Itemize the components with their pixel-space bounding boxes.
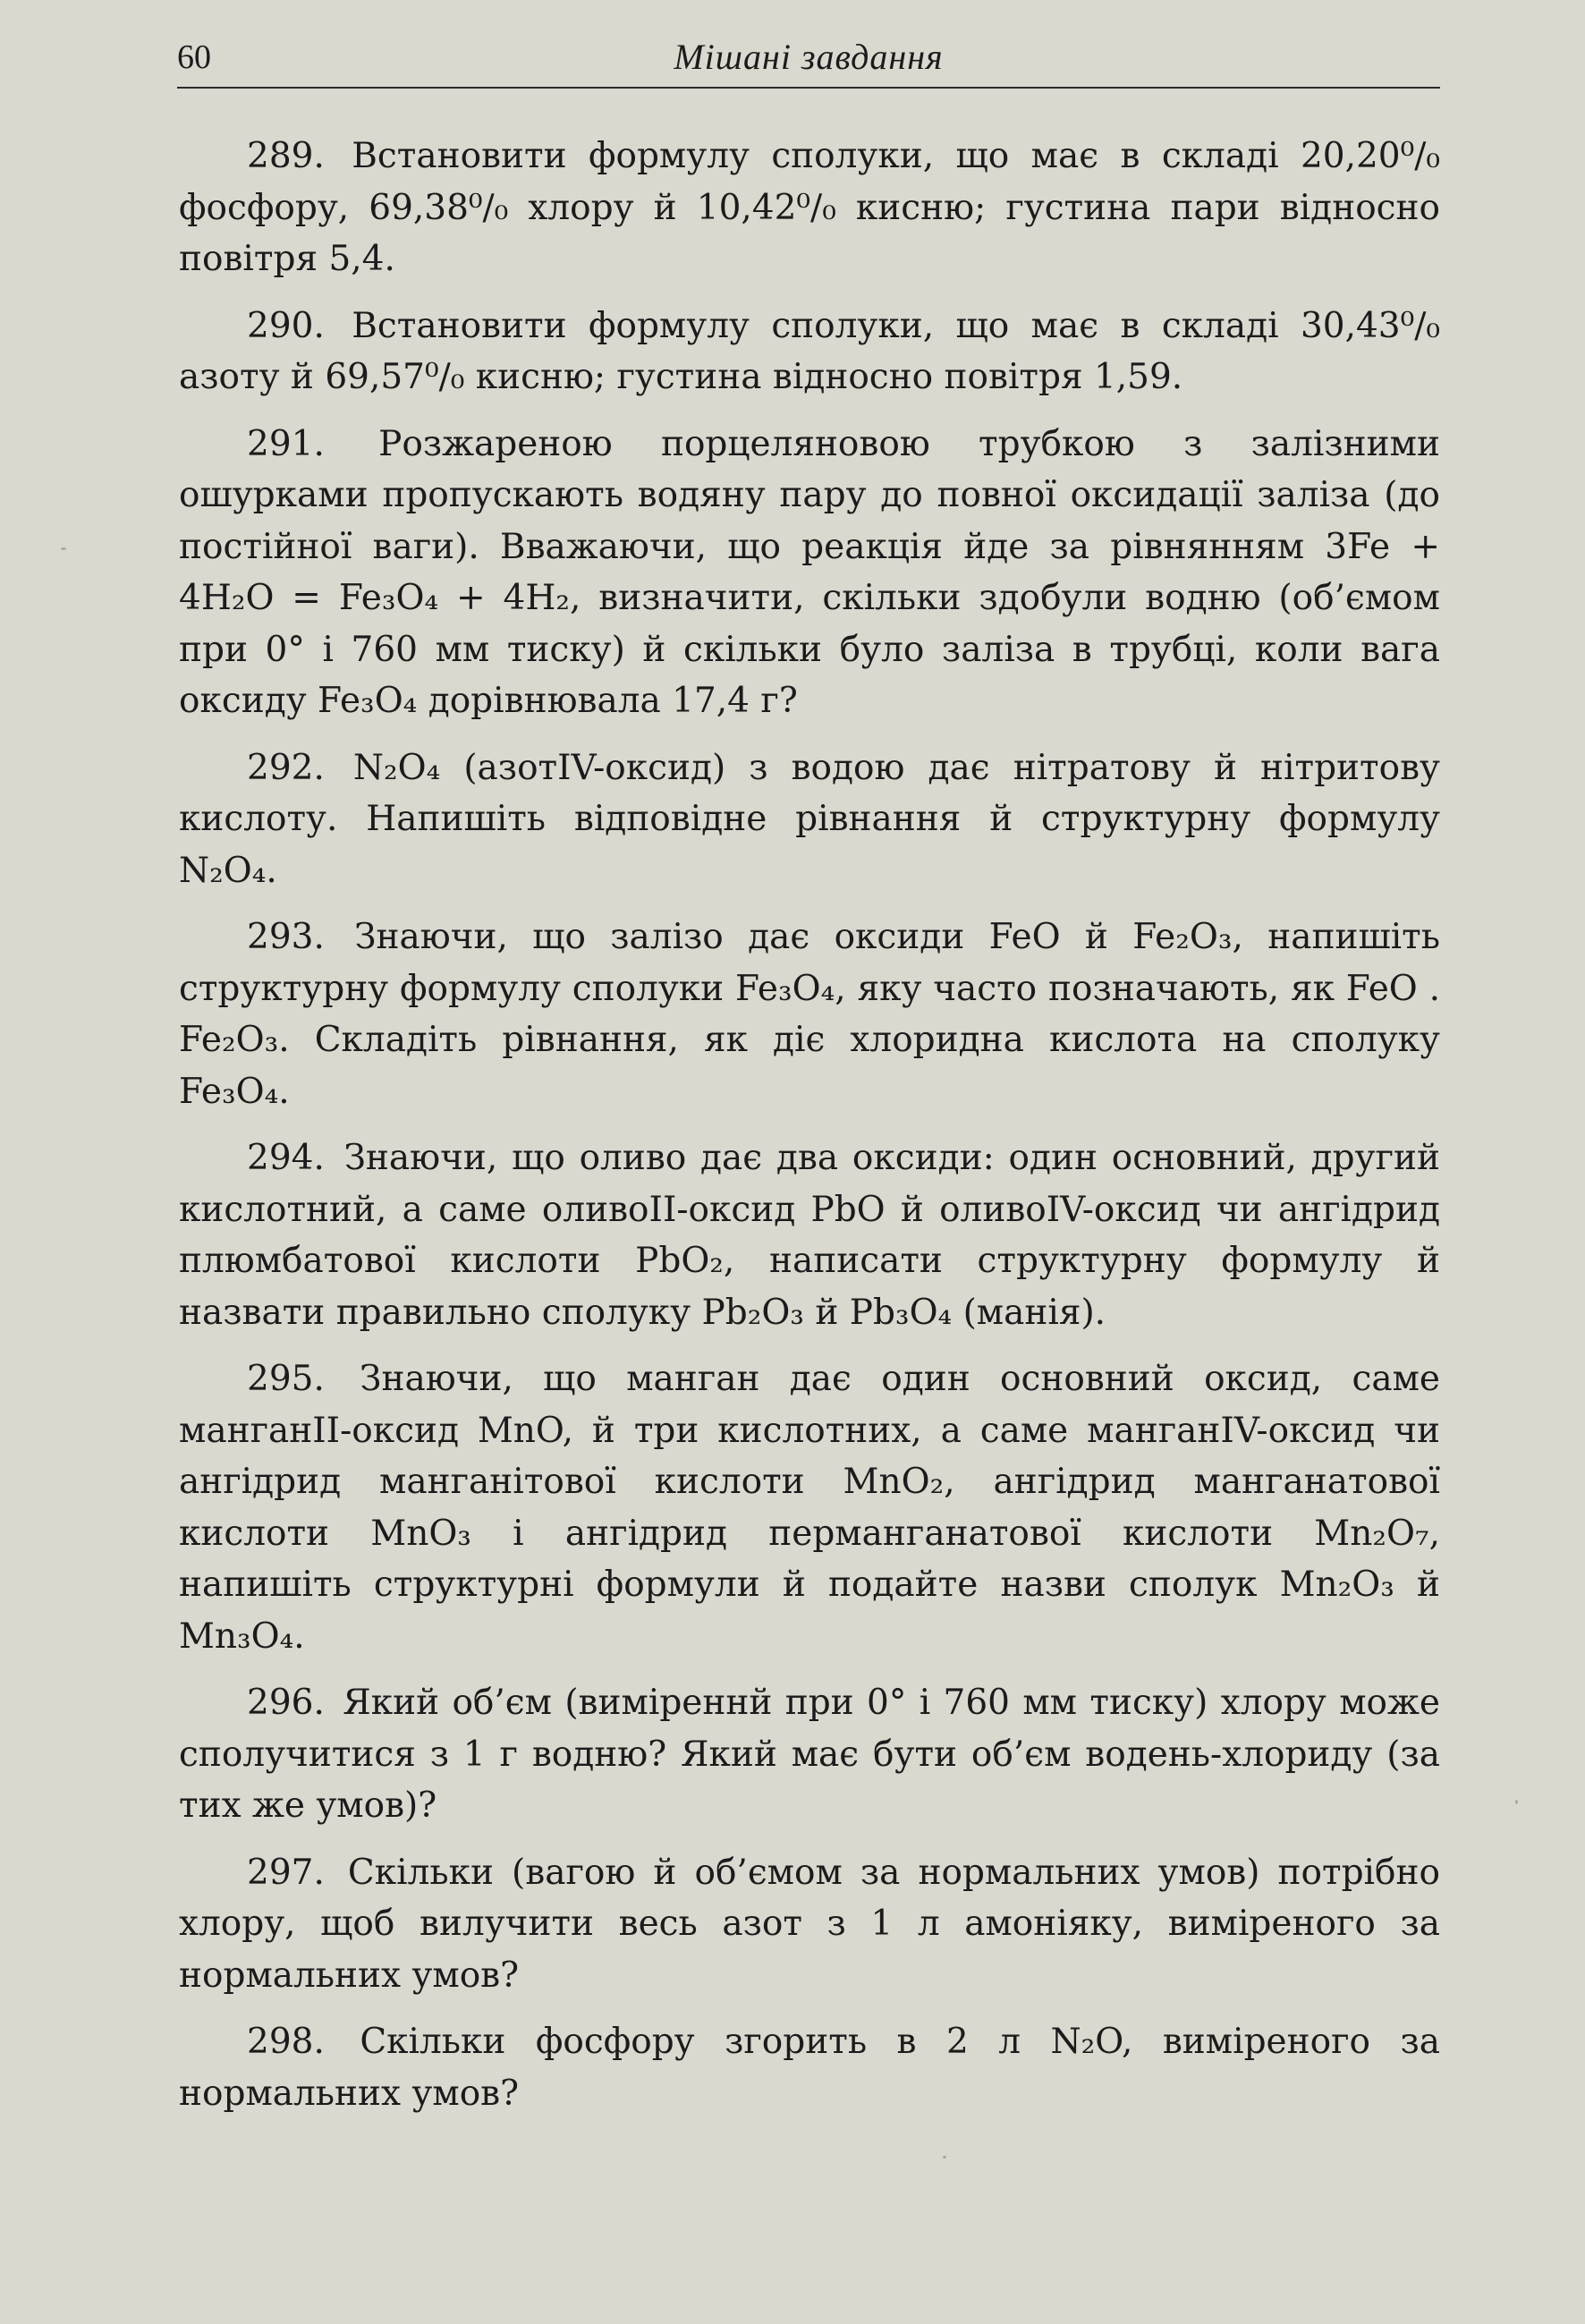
problem-number: 291. xyxy=(247,423,325,464)
problem-296 xyxy=(179,1677,1440,1832)
problem-295 xyxy=(179,1353,1440,1662)
problem-number: 289. xyxy=(247,136,325,176)
problem-number: 293. xyxy=(247,917,325,957)
print-speck xyxy=(943,2156,946,2159)
page-header xyxy=(177,29,1440,84)
problem-291 xyxy=(179,419,1440,727)
problem-289 xyxy=(179,131,1440,285)
problem-297 xyxy=(179,1847,1440,2002)
print-speck xyxy=(61,547,66,550)
problem-text: Встановити формулу сполуки, що має в складі 20,20⁰/₀ фосфору, 69,38⁰/₀ хлору й 10,42⁰/₀ кисню; густина пари відносно повітря 5,4. xyxy=(179,136,1440,279)
problem-text: Знаючи, що манган дає один основний оксид, саме манганII-оксид MnO, й три кислотних, а саме манганIV-оксид чи ангідрид манганітової кислоти MnO₂, ангідрид манганатової кислоти MnO₃ і ангідрид перманганатової кислоти Mn₂O₇, напишіть структурні формули й подайте назви сполук Mn₂O₃ й Mn₃O₄. xyxy=(179,1359,1440,1657)
page-number: 60 xyxy=(177,38,211,76)
header-rule xyxy=(177,87,1440,89)
problem-294 xyxy=(179,1132,1440,1338)
problem-290 xyxy=(179,301,1440,403)
print-speck xyxy=(1515,1800,1518,1804)
problem-number: 296. xyxy=(247,1683,325,1723)
problem-text: Знаючи, що оливо дає два оксиди: один основний, другий кислотний, а саме оливоII-оксид PbO й оливоIV-оксид чи ангідрид плюмбатової кислоти PbO₂, написати структурну формулу й назвати правильно сполуку Pb₂O₃ й Pb₃O₄ (манія). xyxy=(179,1138,1440,1333)
problem-number: 295. xyxy=(247,1359,325,1399)
problem-298 xyxy=(179,2016,1440,2119)
problem-293 xyxy=(179,912,1440,1117)
running-head: Мішані завдання xyxy=(674,37,944,77)
problem-text: Який об’єм (виміреннй при 0° і 760 мм тиску) хлору може сполучитися з 1 г водню? Який має бути об’єм водень-хлориду (за тих же умов)? xyxy=(179,1683,1440,1826)
problem-text: Скільки (вагою й об’ємом за нормальних умов) потрібно хлору, щоб вилучити весь азот з 1 л амоніяку, виміреного за нормальних умов? xyxy=(179,1852,1440,1996)
problem-text: N₂O₄ (азотIV-оксид) з водою дає нітратову й нітритову кислоту. Напишіть відповідне рівнання й структурну формулу N₂O₄. xyxy=(179,747,1440,891)
problem-text: Знаючи, що залізо дає оксиди FeO й Fe₂O₃, напишіть структурну формулу сполуки Fe₃O₄, яку часто позначають, як FeO . Fe₂O₃. Складіть рівнання, як діє хлоридна кислота на сполуку Fe₃O₄. xyxy=(179,917,1440,1112)
problem-number: 297. xyxy=(247,1852,325,1893)
problem-number: 290. xyxy=(247,305,325,346)
problem-text: Скільки фосфору згорить в 2 л N₂O, виміреного за нормальних умов? xyxy=(179,2022,1440,2114)
problem-number: 298. xyxy=(247,2022,325,2062)
problem-292 xyxy=(179,742,1440,897)
problem-number: 294. xyxy=(247,1138,325,1178)
problem-text: Встановити формулу сполуки, що має в складі 30,43⁰/₀ азоту й 69,57⁰/₀ кисню; густина відносно повітря 1,59. xyxy=(179,305,1440,397)
problem-number: 292. xyxy=(247,747,325,788)
problem-list xyxy=(179,131,1440,2134)
problem-text: Розжареною порцеляновою трубкою з залізними ошурками пропускають водяну пару до повної оксидації заліза (до постійної ваги). Вважаючи, що реакція йде за рівнянням 3Fe + 4H₂O = Fe₃O₄ + 4H₂, визначити, скільки здобули водню (об’ємом при 0° і 760 мм тиску) й скільки було заліза в трубці, коли вага оксиду Fe₃O₄ дорівнювала 17,4 г? xyxy=(179,423,1440,721)
